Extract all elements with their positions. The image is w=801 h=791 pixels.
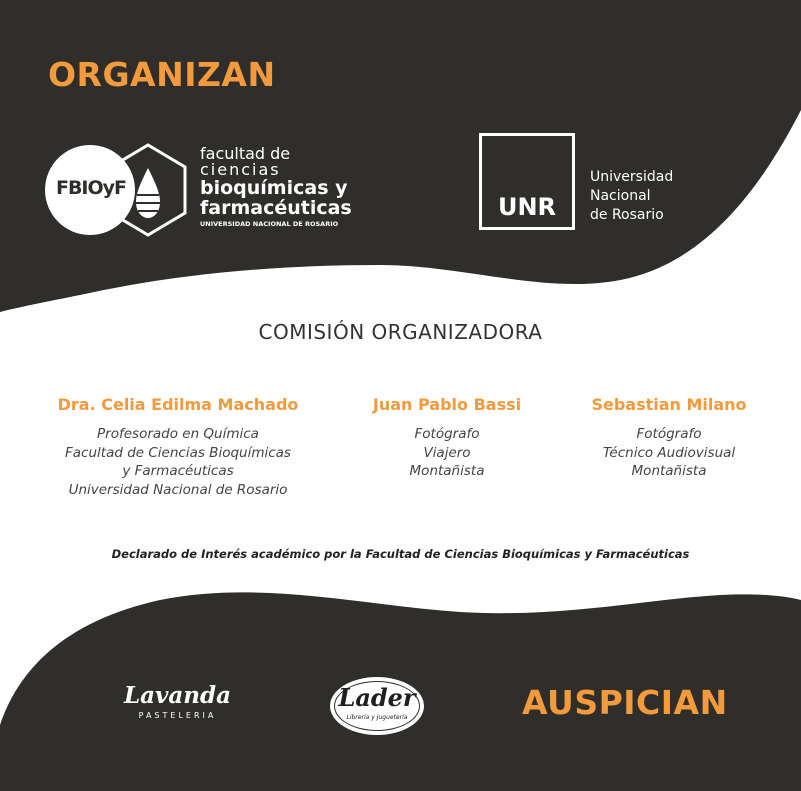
fbioyf-line-5: UNIVERSIDAD NACIONAL DE ROSARIO <box>200 220 339 228</box>
member-detail-line: Montañista <box>631 463 707 479</box>
fbioyf-line-1: facultad de <box>200 144 291 163</box>
unr-line-2: Nacional <box>590 188 651 204</box>
lavanda-name: Lavanda <box>123 682 232 709</box>
unr-logo-box <box>479 133 575 230</box>
member-name: Sebastian Milano <box>591 395 747 414</box>
unr-box-text: UNR <box>497 193 557 221</box>
fbioyf-line-3: bioquímicas y <box>200 177 348 199</box>
member-detail-line: Viajero <box>423 444 471 461</box>
unr-name <box>590 168 673 225</box>
member-details <box>569 425 769 481</box>
member-milano <box>569 395 769 481</box>
unr-line-3: de Rosario <box>590 207 664 223</box>
lader-name: Lader <box>338 683 416 712</box>
member-details <box>347 425 547 481</box>
fbioyf-badge: FBIOyF <box>55 177 127 199</box>
lader-sub: Librería y Juguetería <box>346 714 408 721</box>
member-name: Juan Pablo Bassi <box>372 395 522 414</box>
member-machado <box>28 395 328 499</box>
lavanda-sub: PASTELERIA <box>138 711 217 720</box>
member-detail-line: Universidad Nacional de Rosario <box>68 481 288 498</box>
lavanda-logo <box>120 683 235 729</box>
comision-heading: COMISIÓN ORGANIZADORA <box>258 320 543 344</box>
member-detail-line: Facultad de Ciencias Bioquímicas <box>65 444 291 461</box>
fbioyf-line-2: ciencias <box>200 160 281 179</box>
auspician-heading: AUSPICIAN <box>522 683 728 722</box>
member-details <box>28 425 328 499</box>
member-detail-line: Montañista <box>409 463 485 479</box>
member-detail-line: y Farmacéuticas <box>122 463 234 479</box>
member-detail-line: Profesorado en Química <box>97 426 259 442</box>
declared-note: Declarado de Interés académico por la Facultad de Ciencias Bioquímicas y Farmacéuticas <box>111 547 690 561</box>
member-detail-line: Fotógrafo <box>414 426 480 442</box>
fbioyf-logo <box>45 140 375 240</box>
member-detail-line: Técnico Audiovisual <box>602 444 736 461</box>
lader-logo <box>330 677 424 735</box>
unr-line-1: Universidad <box>590 169 674 185</box>
fbioyf-line-4: farmacéuticas <box>200 197 352 219</box>
member-detail-line: Fotógrafo <box>636 426 702 442</box>
organizan-heading: ORGANIZAN <box>48 55 276 94</box>
member-bassi <box>347 395 547 481</box>
member-name: Dra. Celia Edilma Machado <box>57 395 299 414</box>
